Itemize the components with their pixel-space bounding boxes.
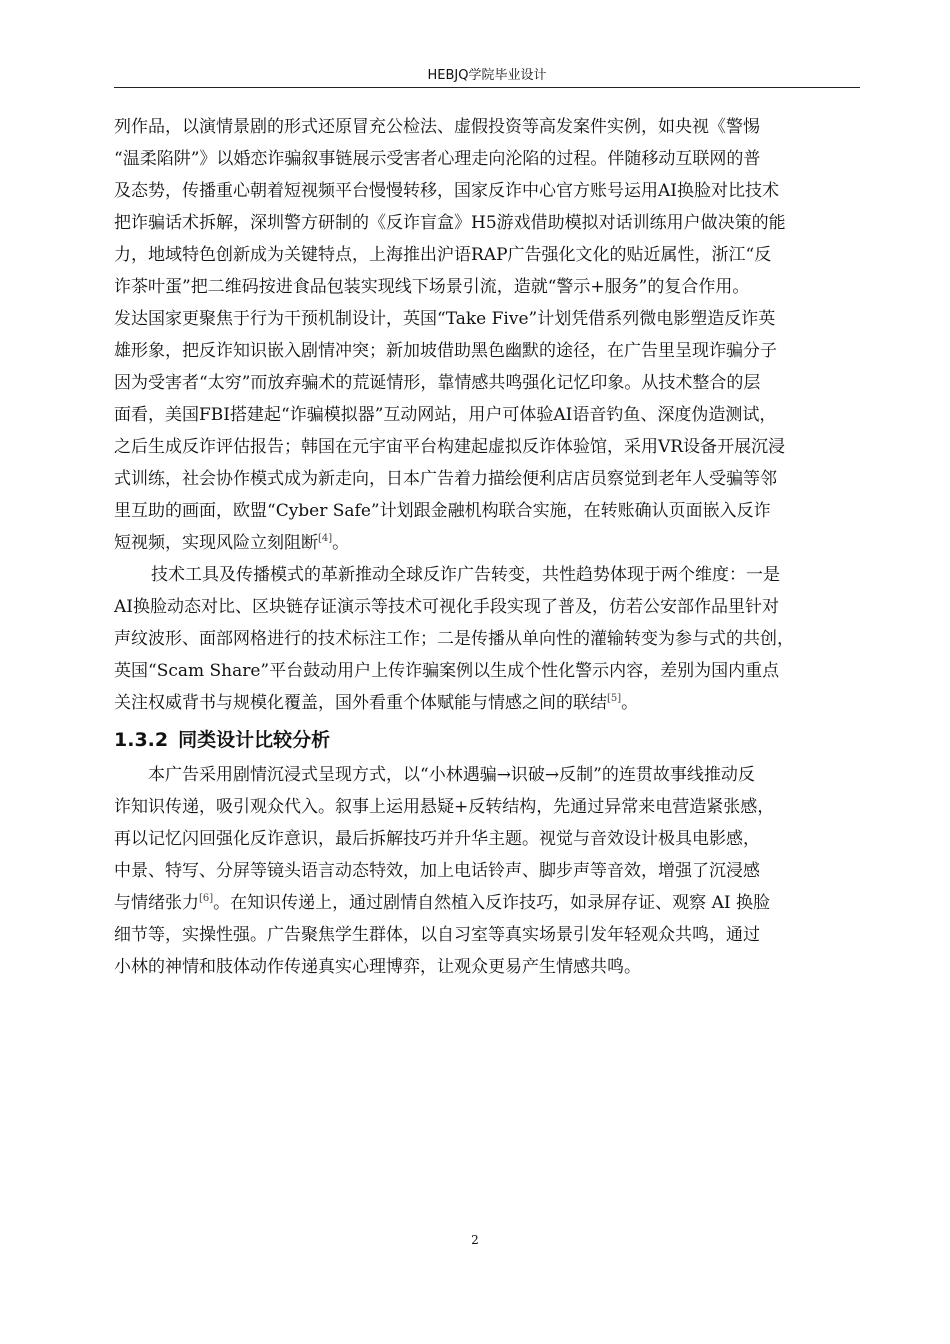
- paragraph-design-comparison: [114, 759, 860, 983]
- text-line: 力，地域特色创新成为关键特点，上海推出沪语RAP广告强化文化的贴近属性，浙江“反: [114, 245, 772, 265]
- text-line: 面看，美国FBI搭建起“诈骗模拟器”互动网站，用户可体验AI语音钓鱼、深度伪造测试，: [114, 405, 777, 425]
- text-line: 列作品，以演情景剧的形式还原冒充公检法、虚假投资等高发案件实例，如央视《警惕: [114, 117, 760, 137]
- text-line: 英国“Scam Share”平台鼓动用户上传诈骗案例以生成个性化警示内容，差别为国内重点: [114, 661, 780, 681]
- text-line: “温柔陷阱”》以婚恋诈骗叙事链展示受害者心理走向沦陷的过程。伴随移动互联网的普: [114, 149, 761, 169]
- text-line: 因为受害者“太穷”而放弃骗术的荒诞情形，靠情感共鸣强化记忆印象。从技术整合的层: [114, 373, 761, 393]
- text-line: 之后生成反诈评估报告；韩国在元宇宙平台构建起虚拟反诈体验馆，采用VR设备开展沉浸: [114, 437, 786, 457]
- text-line: 把诈骗话术拆解，深圳警方研制的《反诈盲盒》H5游戏借助模拟对话训练用户做决策的能: [114, 213, 786, 233]
- text-line: 式训练，社会协作模式成为新走向，日本广告着力描绘便利店店员察觉到老年人受骗等邻: [114, 469, 777, 489]
- text-line: 本广告采用剧情沉浸式呈现方式，以“小林遇骗→识破→反制”的连贯故事线推动反: [148, 765, 755, 785]
- text-line: 技术工具及传播模式的革新推动全球反诈广告转变，共性趋势体现于两个维度：一是: [151, 565, 780, 585]
- text-line: 及态势，传播重心朝着短视频平台慢慢转移，国家反诈中心官方账号运用AI换脸对比技术: [114, 181, 779, 201]
- text-line: [114, 887, 860, 919]
- text-line: 小林的神情和肢体动作传递真实心理博弈，让观众更易产生情感共鸣。: [114, 957, 641, 977]
- text-line: 声纹波形、面部网格进行的技术标注工作；二是传播从单向性的灌输转变为参与式的共创，: [114, 629, 794, 649]
- page-number: 2: [471, 1233, 479, 1247]
- text-line: 中景、特写、分屏等镜头语言动态特效，加上电话铃声、脚步声等音效，增强了沉浸感: [114, 861, 760, 881]
- text-line: AI换脸动态对比、区块链存证演示等技术可视化手段实现了普及，仿若公安部作品里针对: [114, 597, 779, 617]
- text-line: 再以记忆闪回强化反诈意识，最后拆解技巧并升华主题。视觉与音效设计极具电影感，: [114, 829, 760, 849]
- text-line: 发达国家更聚焦于行为干预机制设计，英国“Take Five”计划凭借系列微电影塑造反诈英: [114, 309, 776, 329]
- section-number: 1.3.2: [114, 729, 169, 751]
- text-line: 雄形象，把反诈知识嵌入剧情冲突；新加坡借助黑色幽默的途径，在广告里呈现诈骗分子: [114, 341, 777, 361]
- section-heading: [114, 725, 860, 755]
- text-fragment: 。: [621, 693, 639, 713]
- paragraph-overseas-cases: [114, 111, 860, 559]
- citation-4: [4]: [318, 533, 333, 544]
- text-fragment: 。: [332, 533, 350, 553]
- text-line: 里互助的画面，欧盟“Cyber Safe”计划跟金融机构联合实施，在转账确认页面嵌入反诈: [114, 501, 771, 521]
- text-fragment: 与情绪张力: [114, 893, 199, 913]
- text-fragment: 关注权威背书与规模化覆盖，国外看重个体赋能与情感之间的联结: [114, 693, 607, 713]
- text-line: 诈茶叶蛋”把二维码按进食品包装实现线下场景引流，造就“警示+服务”的复合作用。: [114, 277, 750, 297]
- page-body: [114, 111, 860, 983]
- page-header: HEBJQ学院毕业设计: [427, 68, 547, 83]
- header-rule: [114, 87, 860, 88]
- text-line: 诈知识传递，吸引观众代入。叙事上运用悬疑+反转结构，先通过异常来电营造紧张感，: [114, 797, 775, 817]
- text-line: 细节等，实操性强。广告聚焦学生群体，以自习室等真实场景引发年轻观众共鸣，通过: [114, 925, 760, 945]
- text-fragment: 短视频，实现风险立刻阻断: [114, 533, 318, 553]
- text-fragment: 。在知识传递上，通过剧情自然植入反诈技巧，如录屏存证、观察 AI 换脸: [213, 893, 770, 913]
- citation-5: [5]: [607, 693, 622, 704]
- paragraph-common-trends: [114, 559, 860, 719]
- text-line: [114, 527, 860, 559]
- citation-6: [6]: [199, 893, 214, 904]
- text-line: [114, 687, 860, 719]
- section-title: 同类设计比较分析: [178, 729, 331, 751]
